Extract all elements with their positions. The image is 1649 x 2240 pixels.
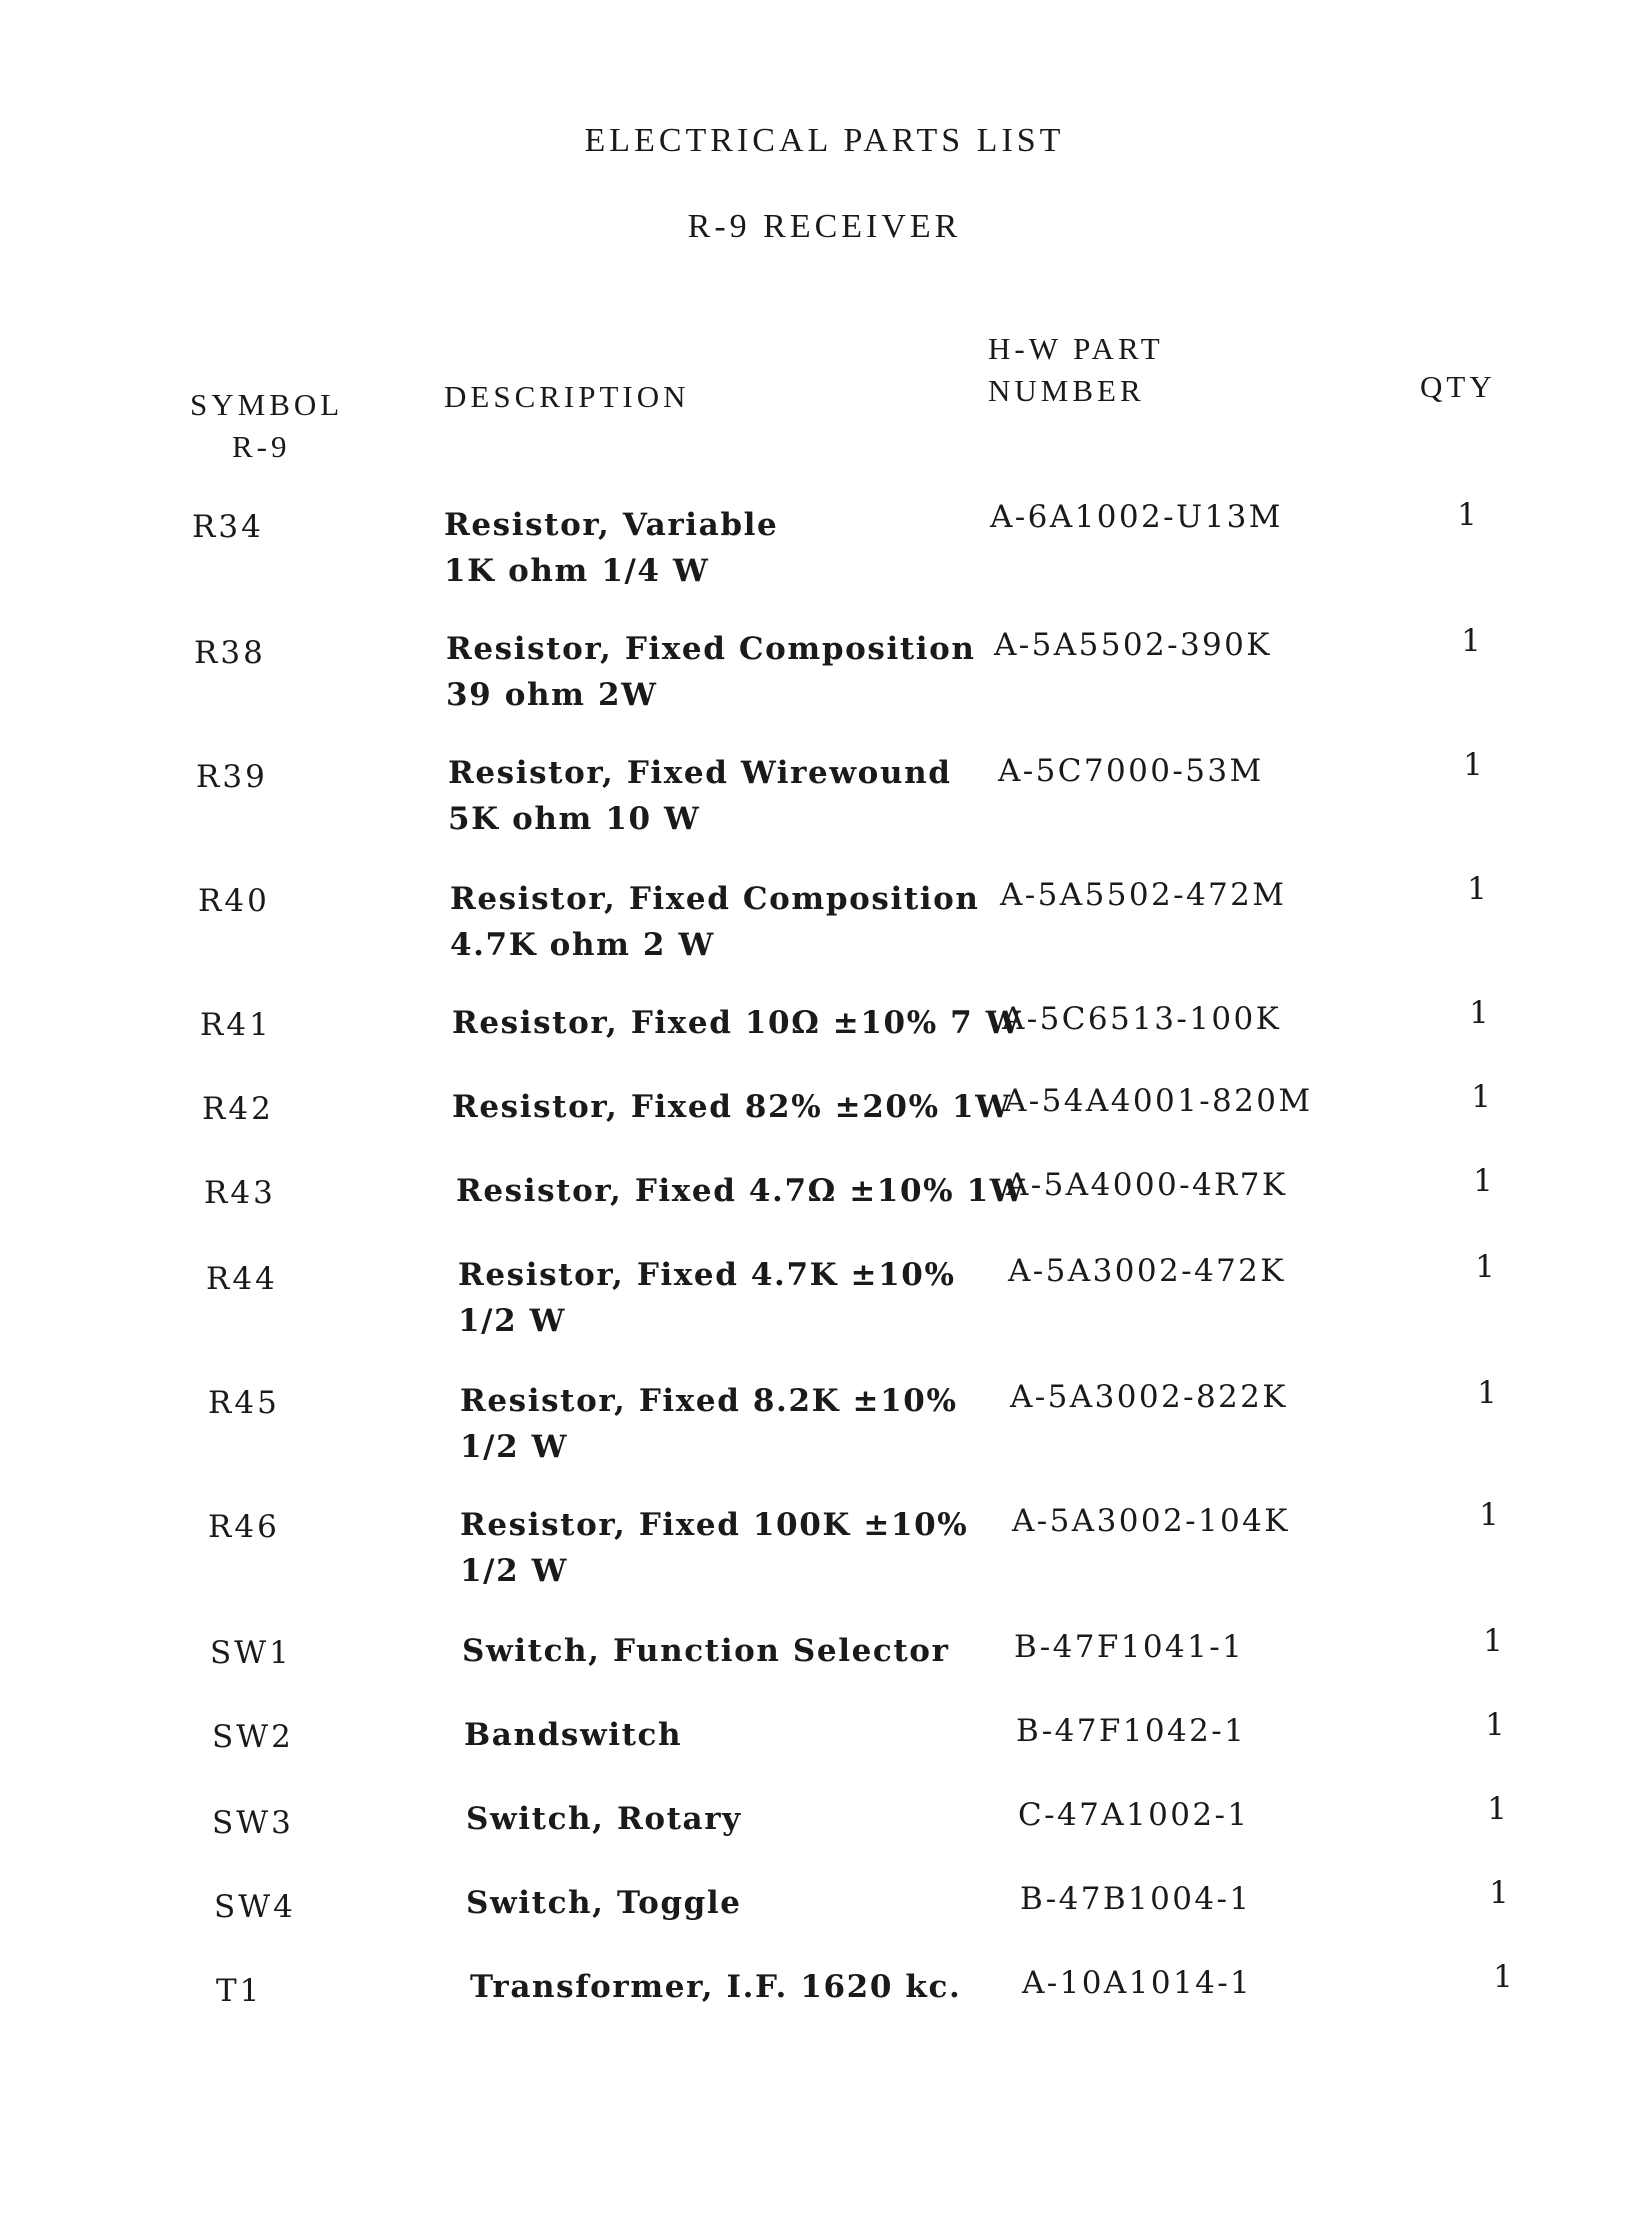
row-part-number: A-5A5502-390K (994, 627, 1272, 663)
table-row (0, 747, 1649, 860)
row-symbol: SW1 (210, 1635, 292, 1671)
row-symbol: T1 (216, 1973, 263, 2009)
row-description (452, 1000, 1022, 1046)
table-row (0, 1375, 1649, 1488)
row-part-number: A-5A5502-472M (1000, 877, 1287, 913)
row-symbol: R40 (198, 883, 270, 919)
row-description-line1: Transformer, I.F. 1620 kc. (470, 1969, 962, 2005)
row-part-number: A-5C7000-53M (998, 753, 1264, 789)
row-qty: 1 (1471, 1079, 1493, 1115)
row-description (464, 1712, 682, 1758)
row-symbol: R39 (196, 759, 268, 795)
row-symbol: SW3 (212, 1805, 294, 1841)
row-description-line1: Resistor, Fixed Composition (450, 881, 980, 917)
row-description (448, 750, 952, 842)
row-description-line1: Switch, Rotary (466, 1801, 742, 1837)
row-symbol: R42 (202, 1091, 274, 1127)
table-row (0, 497, 1649, 612)
row-symbol: R34 (192, 509, 264, 545)
row-qty: 1 (1457, 497, 1479, 533)
row-description-line1: Resistor, Fixed 10Ω ±10% 7 W (452, 1005, 1023, 1041)
row-description (446, 626, 976, 718)
page-subtitle: R-9 RECEIVER (687, 208, 962, 245)
row-description-line2: 5K ohm 10 W (448, 801, 701, 837)
row-part-number: A-5A4000-4R7K (1006, 1167, 1288, 1203)
row-description-line1: Bandswitch (464, 1717, 683, 1753)
row-description-line2: 1/2 W (460, 1553, 569, 1589)
row-part-number: A-6A1002-U13M (990, 499, 1283, 535)
row-description-line2: 1/2 W (460, 1429, 569, 1465)
header-part-line2: NUMBER (988, 373, 1145, 408)
row-part-number: A-5C6513-100K (1002, 1001, 1282, 1037)
table-row (0, 1497, 1649, 1612)
row-description (462, 1628, 950, 1674)
row-description-line1: Resistor, Variable (444, 507, 779, 543)
row-description (452, 1084, 1012, 1130)
row-description-line1: Resistor, Fixed 4.7K ±10% (458, 1257, 956, 1293)
table-row (0, 1959, 1649, 2074)
row-part-number: A-5A3002-822K (1010, 1379, 1288, 1415)
header-part-line1: H-W PART (988, 331, 1164, 366)
row-part-number: B-47B1004-1 (1020, 1881, 1252, 1917)
row-description (460, 1502, 968, 1594)
header-symbol: SYMBOL (190, 387, 344, 422)
row-qty: 1 (1483, 1623, 1505, 1659)
row-description-line2: 1/2 W (458, 1303, 567, 1339)
row-qty: 1 (1485, 1707, 1507, 1743)
row-description (450, 876, 980, 968)
row-symbol: R38 (194, 635, 266, 671)
row-qty: 1 (1461, 623, 1483, 659)
row-symbol: R43 (204, 1175, 276, 1211)
row-qty: 1 (1489, 1875, 1511, 1911)
row-description-line1: Switch, Function Selector (462, 1633, 950, 1669)
row-description (444, 502, 778, 594)
row-symbol: R46 (208, 1509, 280, 1545)
row-qty: 1 (1469, 995, 1491, 1031)
row-qty: 1 (1467, 871, 1489, 907)
table-row (0, 1249, 1649, 1362)
row-description-line1: Resistor, Fixed Composition (446, 631, 976, 667)
row-description (460, 1378, 958, 1470)
row-part-number: C-47A1002-1 (1018, 1797, 1250, 1833)
page-title: ELECTRICAL PARTS LIST (584, 122, 1065, 159)
row-description (466, 1796, 742, 1842)
row-part-number: A-5A3002-472K (1008, 1253, 1286, 1289)
row-description (458, 1252, 956, 1344)
row-description-line1: Resistor, Fixed 100K ±10% (460, 1507, 969, 1543)
row-qty: 1 (1475, 1249, 1497, 1285)
row-symbol: SW2 (212, 1719, 294, 1755)
row-description-line1: Switch, Toggle (466, 1885, 742, 1921)
row-description-line1: Resistor, Fixed 4.7Ω ±10% 1W (456, 1173, 1027, 1209)
row-description-line2: 39 ohm 2W (446, 677, 658, 713)
row-description (470, 1964, 961, 2010)
row-symbol: R41 (200, 1007, 272, 1043)
row-description-line1: Resistor, Fixed 82% ±20% 1W (452, 1089, 1012, 1125)
row-qty: 1 (1463, 747, 1485, 783)
row-part-number: B-47F1041-1 (1014, 1629, 1245, 1665)
header-description: DESCRIPTION (444, 379, 690, 414)
row-description-line1: Resistor, Fixed Wirewound (448, 755, 952, 791)
row-qty: 1 (1493, 1959, 1515, 1995)
table-row (0, 623, 1649, 736)
row-part-number: A-10A1014-1 (1022, 1965, 1253, 2001)
row-description (466, 1880, 742, 1926)
row-description-line1: Resistor, Fixed 8.2K ±10% (460, 1383, 958, 1419)
table-row (0, 871, 1649, 986)
row-qty: 1 (1479, 1497, 1501, 1533)
header-symbol-sub: R-9 (232, 429, 291, 464)
row-symbol: R44 (206, 1261, 278, 1297)
row-description-line2: 1K ohm 1/4 W (444, 553, 710, 589)
row-qty: 1 (1473, 1163, 1495, 1199)
row-part-number: A-54A4001-820M (1004, 1083, 1313, 1119)
row-description (456, 1168, 1026, 1214)
row-description-line2: 4.7K ohm 2 W (450, 927, 715, 963)
row-symbol: R45 (208, 1385, 280, 1421)
row-part-number: A-5A3002-104K (1012, 1503, 1290, 1539)
row-qty: 1 (1487, 1791, 1509, 1827)
row-qty: 1 (1477, 1375, 1499, 1411)
row-symbol: SW4 (214, 1889, 296, 1925)
header-qty: QTY (1420, 369, 1496, 404)
row-part-number: B-47F1042-1 (1016, 1713, 1247, 1749)
